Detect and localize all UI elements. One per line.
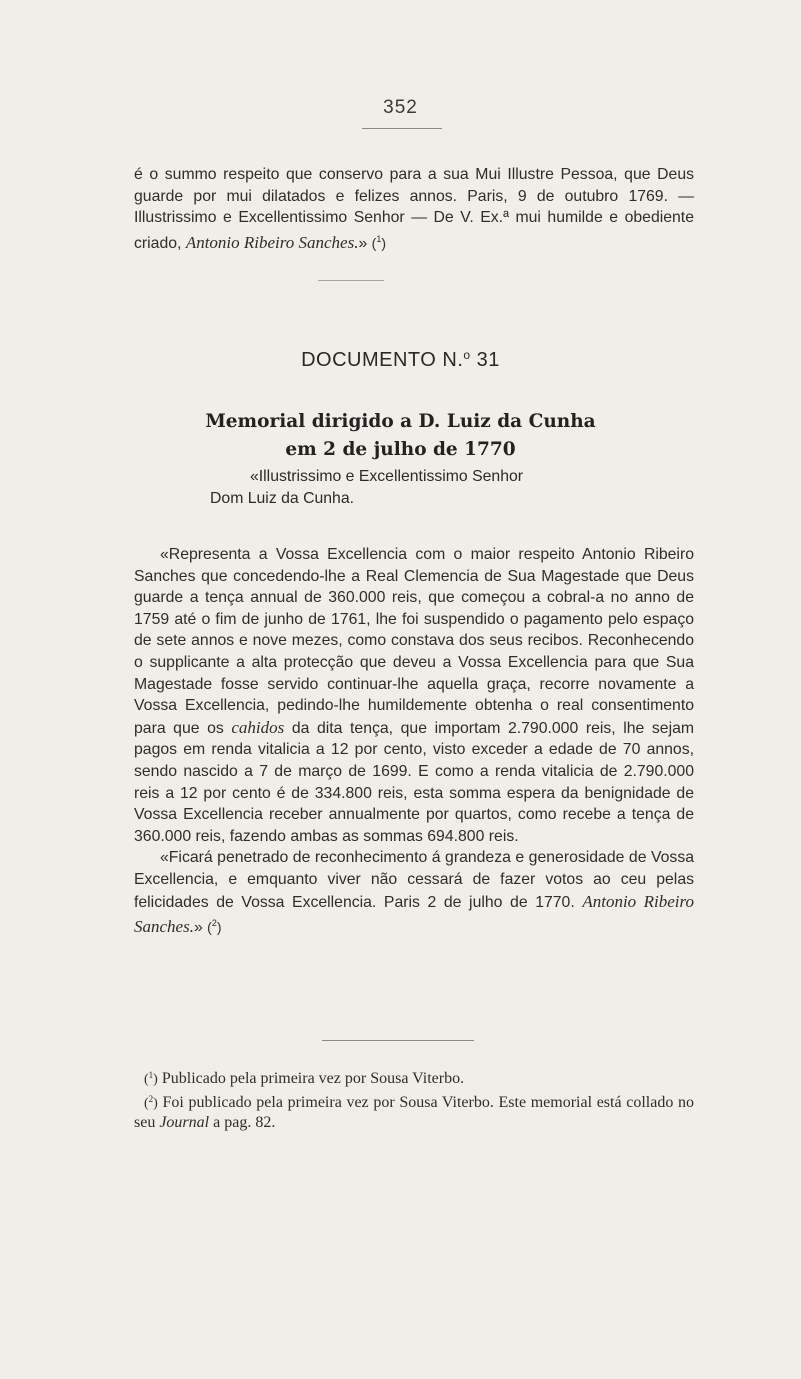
footnotes bbox=[134, 1066, 694, 1133]
footnote-1-mark-number: 1 bbox=[148, 1070, 154, 1080]
page-number: 352 bbox=[383, 97, 418, 118]
document-heading-sup: o bbox=[463, 348, 471, 362]
body-closing-quote: » bbox=[193, 919, 203, 937]
top-signature: Antonio Ribeiro Sanches. bbox=[185, 232, 359, 252]
paragraph1-italic: cahidos bbox=[231, 717, 285, 737]
top-paragraph-text: é o summo respeito que conservo para a sua Mui Illustre Pessoa, que Deus guarde por mui dilatados e felizes annos. Paris, 9 de outubro 1769. — Illustrissimo e Excellentissimo Senhor — De V. Ex.ª mui humilde e obediente criado, bbox=[134, 166, 694, 252]
section-divider bbox=[318, 280, 384, 281]
memorial-paragraph-1 bbox=[134, 544, 694, 847]
footnote-ref-1: ($^1$) bbox=[371, 233, 387, 251]
top-closing-quote: » bbox=[358, 234, 368, 252]
memorial-paragraph-2 bbox=[134, 847, 694, 938]
footnote-2 bbox=[134, 1090, 694, 1133]
paragraph1-text-a: «Representa a Vossa Excellencia com o maior respeito Antonio Ribeiro Sanches que concedendo-lhe a Real Clemencia de Sua Magestade que Deus guarde a tença annual de 360.000 reis, que começou a cobral-a no anno de 1759 até o fim de junho de 1761, lhe foi suspendido o pagamento pelo espaço de sete annos e nove mezes, como constava dos seus recibos. Reconhecendo o supplicante a alta protecção que deveu a Vossa Excellencia para que Sua Magestade fosse servido continuar-lhe aquella graça, recorre novamente a Vossa Excellencia, pedindo-lhe humildemente obtenha o real consentimento para que os bbox=[134, 546, 694, 737]
salutation bbox=[210, 466, 523, 509]
footnote-1-text: Publicado pela primeira vez por Sousa Viterbo. bbox=[161, 1070, 465, 1087]
footnote-2-text-a: Foi publicado pela primeira vez por Sousa Viterbo. Este memorial está collado no seu bbox=[134, 1093, 694, 1131]
body-signature: Antonio Ribeiro Sanches. bbox=[134, 891, 694, 937]
memorial-title-line2: em 2 de julho de 1770 bbox=[285, 439, 516, 460]
footnote-rule bbox=[322, 1040, 474, 1041]
footnote-1 bbox=[134, 1066, 694, 1090]
document-heading-label: DOCUMENTO N. bbox=[301, 349, 464, 371]
footnote-2-italic: Journal bbox=[159, 1114, 210, 1131]
footnote-ref-2-number: 2 bbox=[211, 918, 217, 929]
memorial-title-line1: Memorial dirigido a D. Luiz da Cunha bbox=[205, 411, 596, 432]
memorial-title bbox=[0, 408, 801, 464]
footnote-2-text-b: a pag. 82. bbox=[213, 1114, 276, 1131]
footnote-1-mark: ($^1$) bbox=[144, 1070, 158, 1087]
footnote-ref-1-number: 1 bbox=[376, 233, 382, 244]
top-paragraph bbox=[134, 164, 694, 254]
salutation-line1: «Illustrissimo e Excellentissimo Senhor bbox=[250, 468, 524, 485]
paragraph2-text: «Ficará penetrado de reconhecimento á grandeza e generosidade de Vossa Excellencia, e emquanto viver não cessará de fazer votos ao ceu pelas felicidades de Vossa Excellencia. Paris 2 de julho de 1770. bbox=[134, 849, 694, 911]
document-heading-number: 31 bbox=[476, 349, 500, 371]
footnote-2-mark: ($^2$) bbox=[144, 1093, 158, 1111]
footnote-ref-2: ($^2$) bbox=[207, 918, 222, 936]
memorial-body bbox=[134, 544, 694, 939]
footnote-2-mark-number: 2 bbox=[148, 1093, 154, 1104]
header-rule bbox=[362, 128, 442, 129]
salutation-line2: Dom Luiz da Cunha. bbox=[210, 489, 355, 507]
paragraph1-text-b: da dita tença, que importam 2.790.000 reis, lhe sejam pagos em renda vitalicia a 12 por cento, visto exceder a edade de 70 annos, sendo nascido a 7 de março de 1699. E como a renda vitalicia de 2.790.000 reis a 12 por cento é de 334.800 reis, esta somma espera da benignidade de Vossa Excellencia receber annualmente por quartos, como recebe a tença de 360.000 reis, fazendo ambas as sommas 694.800 reis. bbox=[134, 719, 695, 845]
document-heading bbox=[0, 348, 801, 372]
